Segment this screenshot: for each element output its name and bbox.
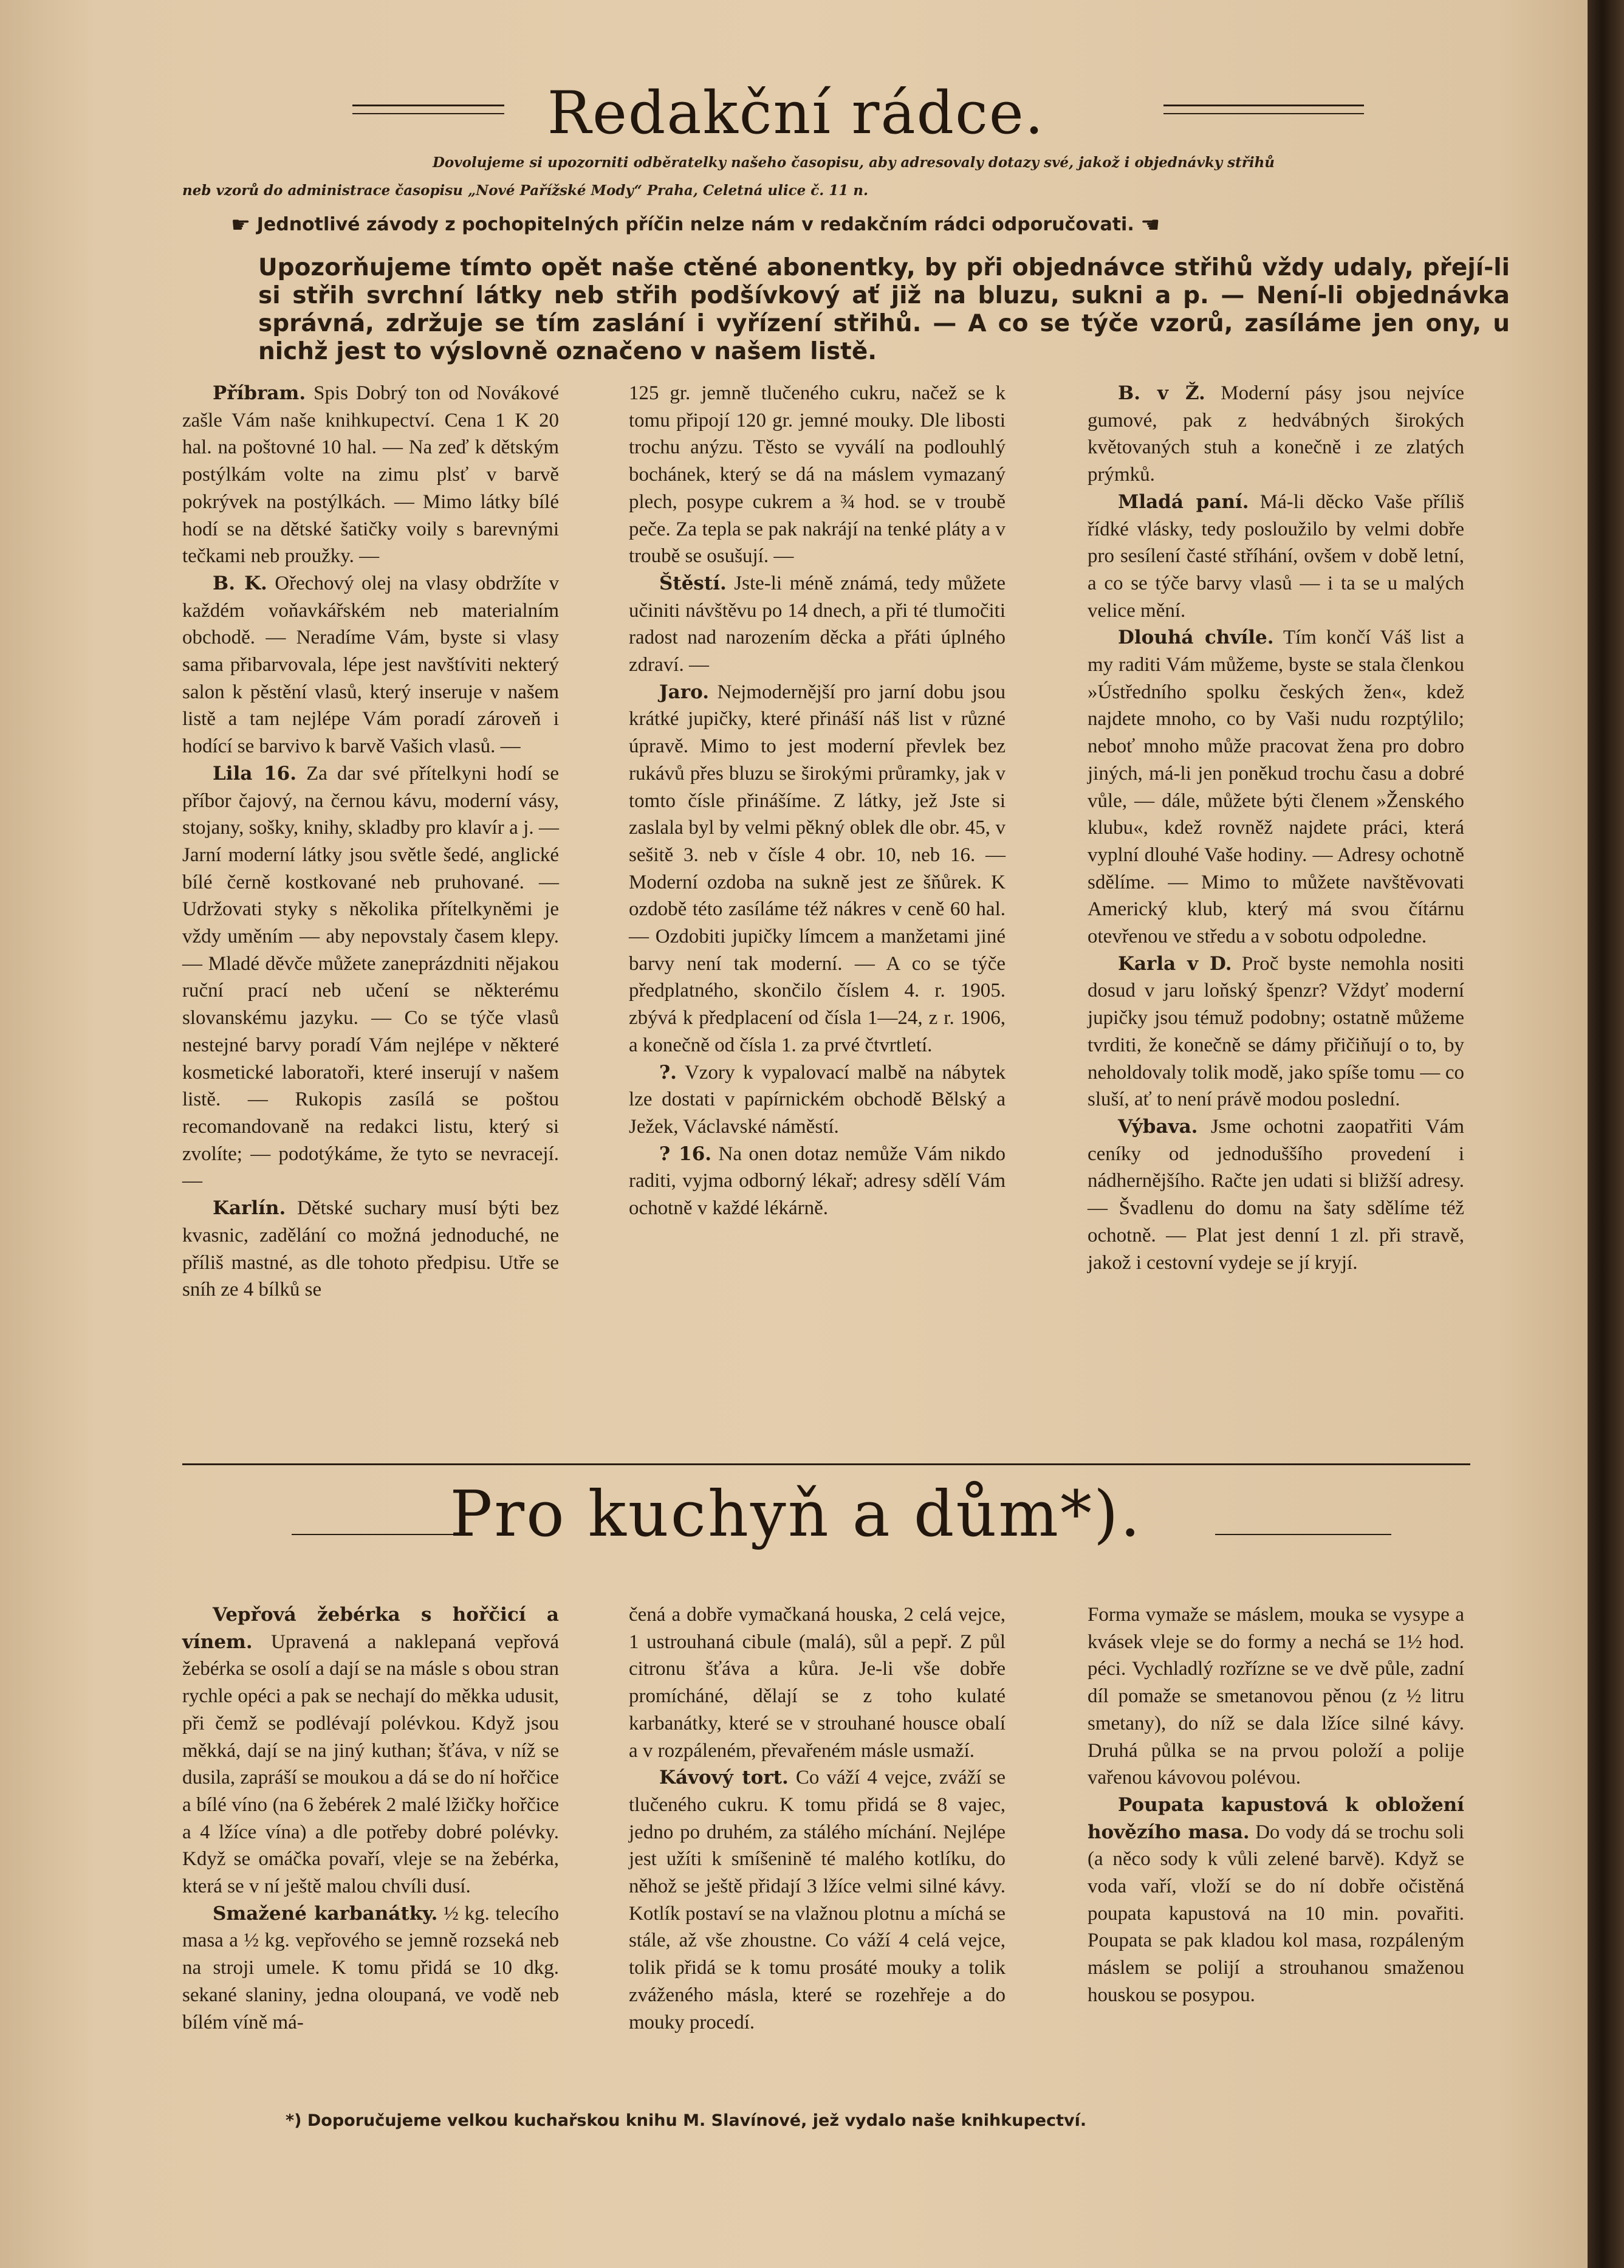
entry-paragraph <box>182 1601 559 1900</box>
entry-text: Ořechový olej na vlasy obdržíte v každém voňavkářském neb materialním obchodě. — Neradíme Vám, byste si vlasy sama přibarvovala, lépe jest navštíviti nekterý salon k pěstění vlasů, který inseruje v našem listě a tam nejlépe Vám poradí zároveň i hodící se barvivo k barvě Vašich vlasů. — <box>182 572 559 758</box>
entry-text: Spis Dobrý ton od Novákové zašle Vám naše knihkupectví. Cena 1 K 20 hal. na poštovné 10 hal. — Na zeď k dětským postýlkám volte na zimu plsť v barvě pokrývek na postýlkách. — Mimo látky bílé hodí se na dětské šatičky voily s barevnými tečkami neb proužky. — <box>182 382 559 568</box>
entry-text: Má-li děcko Vaše příliš řídké vlásky, tedy posloužilo by velmi dobře pro sesílení časté stříhání, ovšem v době letní, a co se týče barvy vlasů — i ta se u malých velice mění. <box>1088 490 1464 622</box>
entry-text: Jste-li méně známá, tedy můžete učiniti návštěvu po 14 dnech, a při té tlumočiti radost nad narozením děcka a přáti úplného zdraví. — <box>629 572 1006 676</box>
entry-paragraph <box>182 1900 559 2036</box>
entry-paragraph <box>182 570 559 760</box>
entry-paragraph <box>1088 1113 1464 1276</box>
entry-heading: ? 16. <box>659 1143 712 1165</box>
entry-heading: Jaro. <box>659 681 710 703</box>
entry-paragraph <box>1088 1792 1464 2009</box>
entry-text: Upravená a naklepaná vepřová žebérka se osolí a dají se na másle s obou stran rychle opéci a pak se nechají do měkka udusit, při čemž se podlévají polévkou. Když jsou měkká, dají se na jiný kuthan; šťáva, v níž se dusila, zapráší se moukou a dá se do ní hořčice a bílé víno (na 6 žebérek 2 malé lžičky hořčice a 4 lžíce vína) a dle potřeby dobré polévky. Když se omáčka povaří, vleje se na žebérka, která se v ní ještě malou chvíli dusí. <box>182 1631 559 1898</box>
entry-heading: ?. <box>659 1061 677 1084</box>
entry-paragraph <box>629 1141 1006 1222</box>
entry-heading: B. K. <box>213 572 267 594</box>
entry-paragraph <box>629 1601 1006 1764</box>
notice-bold-line <box>231 213 1446 238</box>
entry-heading: Vepřová žebérka s hořčicí a vínem. <box>182 1604 559 1653</box>
entry-heading: Výbava. <box>1118 1115 1198 1138</box>
notice-bold-text: Jednotlivé závody z pochopitelných příčin nelze nám v redakčním rádci odporučovati. <box>256 214 1134 235</box>
entry-paragraph <box>182 760 559 1195</box>
entry-heading: Karlín. <box>213 1197 286 1220</box>
entry-heading: Smažené karbanátky. <box>213 1902 438 1925</box>
entry-paragraph <box>1088 489 1464 625</box>
entry-paragraph <box>1088 950 1464 1113</box>
footnote: *) Doporučujeme velkou kuchařskou knihu M. Slavínové, jež vydalo naše knihkupectví. <box>286 2111 1087 2130</box>
entry-heading: Poupata kapustová k obložení hovězího masa. <box>1088 1793 1464 1843</box>
entry-text: ½ kg. telecího masa a ½ kg. vepřového se jemně rozseká neb na stroji umele. K tomu přidá se 10 dkg. sekané slaniny, jedna oloupaná, ve vodě neb bílém víně má- <box>182 1902 559 2033</box>
answers-column-3 <box>1088 380 1464 1276</box>
entry-heading: Kávový tort. <box>659 1767 789 1789</box>
entry-text: Proč byste nemohla nositi dosud v jaru loňský špenzr? Vždyť moderní jupičky jsou témuž podobny; ostatně můžeme tvrditi, že konečně se dámy přičiňují o to, by neholdovaly tolik modě, jako spíše tomu — co sluší, ať to není právě modou poslední. <box>1088 952 1464 1111</box>
entry-heading: Štěstí. <box>659 572 727 594</box>
entry-text: Co váží 4 vejce, zváží se tlučeného cukru. K tomu přidá se 8 vajec, jedno po druhém, za stálého míchání. Nejlépe jest užíti k smíšenině té malého kotlíku, do něhož se ještě přidají 3 lžíce velmi silné kávy. Kotlík postaví se na vlažnou plotnu a míchá se stále, až vše zhoustne. Co váží 4 celá vejce, tolik přidá se k tomu prosáté mouky a tolik zváženého másla, které se rozehřeje a do mouky procedí. <box>629 1767 1006 2033</box>
entry-text: čená a dobře vymačkaná houska, 2 celá vejce, 1 ustrouhaná cibule (malá), sůl a pepř. Z půl citronu šťáva a kůra. Je-li vše dobře promícháné, dělají se z toho kulaté karbanátky, které se v strouhané housce obalí a v rozpáleném, převařeném másle usmaží. <box>629 1604 1006 1762</box>
entry-text: Do vody dá se trochu soli (a něco sody k vůli zelené barvě). Když se voda vaří, vloží se do ní dobře očistěná poupata kapustová na 10 min. povařiti. Poupata se pak kladou kol masa, rozpáleným máslem se polijí a strouhanou smaženou houskou se posypou. <box>1088 1821 1464 2006</box>
recipes-column-1 <box>182 1601 559 2036</box>
section-title-pro-kuchyn-a-dum: Pro kuchyň a dům*). <box>450 1477 1142 1551</box>
entry-text: Forma vymaže se máslem, mouka se vysype a kvásek vleje se do formy a nechá se 1½ hod. péci. Vychladlý rozříznе se ve dvě půle, zadní díl pomaže se smetanovou pěnou (z ½ litru smetany), do níž se dala lžíce silné kávy. Druhá půlka se na prvou položí a polije vařenou kávovou polévou. <box>1088 1604 1464 1789</box>
book-spine <box>1588 0 1624 2268</box>
entry-text: Vzory k vypalovací malbě na nábytek lze dostati v papírnickém obchodě Bělský a Ježek, Václavské náměstí. <box>629 1061 1006 1138</box>
entry-text: Nejmodernější pro jarní dobu jsou krátké jupičky, které přináší náš list v různé úpravě. Mimo to jest moderní převlek bez rukávů přes bluzu se širokými průramky, jak v tomto čísle přinášíme. Z látky, jež Jste si zaslala byl by velmi pěkný oblek dle obr. 45, v sešitě 3. neb v čísle 4 obr. 10, neb 16. — Moderní ozdoba na sukně jest ze šňůrek. K ozdobě této zasíláme též nákres v ceně 60 hal. — Ozdobiti jupičky límcem a manžetami jiné barvy není tak moderní. — A co se týče předplatného, skončilo číslem 4. r. 1905. zbývá k předplacení od čísla 1—24, z r. 1906, a konečně od čísla 1. za prvé čtvrtletí. <box>629 681 1006 1056</box>
entry-text: Tím končí Váš list a my raditi Vám můžeme, byste se stala členkou »Ústředního spolku českých žen«, kdež najdete mnoho, co by Vaši nudu rozptýlilo; neboť mnoho může pracovat žena pro dobro jiných, má-li jen poněkud trochu času a dobré vůle, — dále, můžete býti členem »Ženského klubu«, kdež rovněž najdete práci, která vyplní dlouhé Vaše hodiny. — Adresy ochotně sdělíme. — Mimo to můžete navštěvovati Americký klub, který má svou čítárnu otevřenou ve středu a v sobotu odpoledne. <box>1088 627 1464 948</box>
entry-paragraph <box>182 1195 559 1304</box>
entry-paragraph <box>629 380 1006 570</box>
entry-paragraph <box>629 570 1006 679</box>
entry-text: Na onen dotaz nemůže Vám nikdo raditi, vyjma odborný lékař; adresy sdělí Vám ochotně v každé lékárně. <box>629 1143 1006 1220</box>
pointing-hand-left-icon: ☚ <box>1140 212 1160 238</box>
notice-line-1: Dovolujeme si upozorniti odběratelky našeho časopisu, aby adresovaly dotazy své, jakož i objednávky střihů <box>432 154 1275 171</box>
entry-paragraph <box>629 1059 1006 1141</box>
answers-column-1 <box>182 380 559 1304</box>
section-divider <box>182 1463 1470 1465</box>
entry-heading: Mladá paní. <box>1118 490 1249 513</box>
entry-text: Dětské suchary musí býti bez kvasnic, zadělání co možná jednoduché, ne příliš mastné, as dle tohoto předpisu. Utře se sníh ze 4 bílků se <box>182 1197 559 1301</box>
pointing-hand-right-icon: ☛ <box>231 212 251 238</box>
entry-paragraph <box>1088 1601 1464 1792</box>
entry-text: Moderní pásy jsou nejvíce gumové, pak z hedvábných širokých květovaných stuh a konečně i ze zlatých prýmků. <box>1088 382 1464 486</box>
entry-heading: Lila 16. <box>213 762 297 785</box>
entry-paragraph <box>629 679 1006 1059</box>
notice-line-2: neb vzorů do administrace časopisu „Nové Pařížské Mody“ Praha, Celetná ulice č. 11 n. <box>182 182 869 199</box>
entry-text: Za dar své přítelkyni hodí se příbor čajový, na černou kávu, moderní vásy, stojany, sošky, knihy, skladby pro klavír a j. — Jarní moderní látky jsou světle šedé, anglické bílé černě kostkované neb pruhované. — Udržovati styky s několika přítelkyněmi je vždy uměním — aby nepovstaly časem klepy. — Mladé děvče můžete zaneprázdniti nějakou ruční prací neb učení se některému slovanskému jazyku. — Co se týče vlasů nestejné barvy poradí Vám nejlépe v některé kosmetické laboratoři, které inserují v našem listě. — Rukopis zasílá se poštou recomandovaně na redakci listu, který si zvolíte; — podotýkáme, že tyto se nevracejí. — <box>182 762 559 1192</box>
section-title-redakcni-radce: Redakční rádce. <box>547 79 1045 147</box>
entry-heading: B. v Ž. <box>1118 382 1205 404</box>
entry-paragraph <box>182 380 559 570</box>
lead-paragraph: Upozorňujeme tímto opět naše ctěné abonentky, by při objednávce střihů vždy udaly, přejí-li si střih svrchní látky neb střih podšívkový ať již na bluzu, sukni a p. — Není-li objednávka správná, zdržuje se tím zaslání i vyřízení střihů. — A co se týče vzorů, zasíláme jen ony, u nichž jest to výslovně označeno v našem listě. <box>258 254 1510 365</box>
entry-text: 125 gr. jemně tlučeného cukru, načež se k tomu připojí 120 gr. jemné mouky. Dle libosti trochu anýzu. Těsto se vyválí na podlouhlý bochánek, který se dá na máslem vymazaný plech, posype cukrem a ¾ hod. se v troubě peče. Za tepla se pak nakrájí na tenké pláty a v troubě se osušují. — <box>629 382 1006 568</box>
entry-text: Jsme ochotni zaopatřiti Vám ceníky od jednoduššího provedení i nádhernějšího. Račte jen udati si bližší adresy. — Švadlenu do domu na šaty sdělíme též ochotně. — Plat jest denní 1 zl. při stravě, jakož i cestovní vydeje se jí kryjí. <box>1088 1115 1464 1274</box>
answers-column-2 <box>629 380 1006 1222</box>
entry-heading: Karla v D. <box>1118 952 1232 975</box>
entry-paragraph <box>629 1764 1006 2036</box>
entry-paragraph <box>1088 380 1464 489</box>
recipes-column-2 <box>629 1601 1006 2036</box>
entry-heading: Příbram. <box>213 382 306 404</box>
recipes-column-3 <box>1088 1601 1464 2009</box>
entry-paragraph <box>1088 624 1464 950</box>
entry-heading: Dlouhá chvíle. <box>1118 627 1274 649</box>
